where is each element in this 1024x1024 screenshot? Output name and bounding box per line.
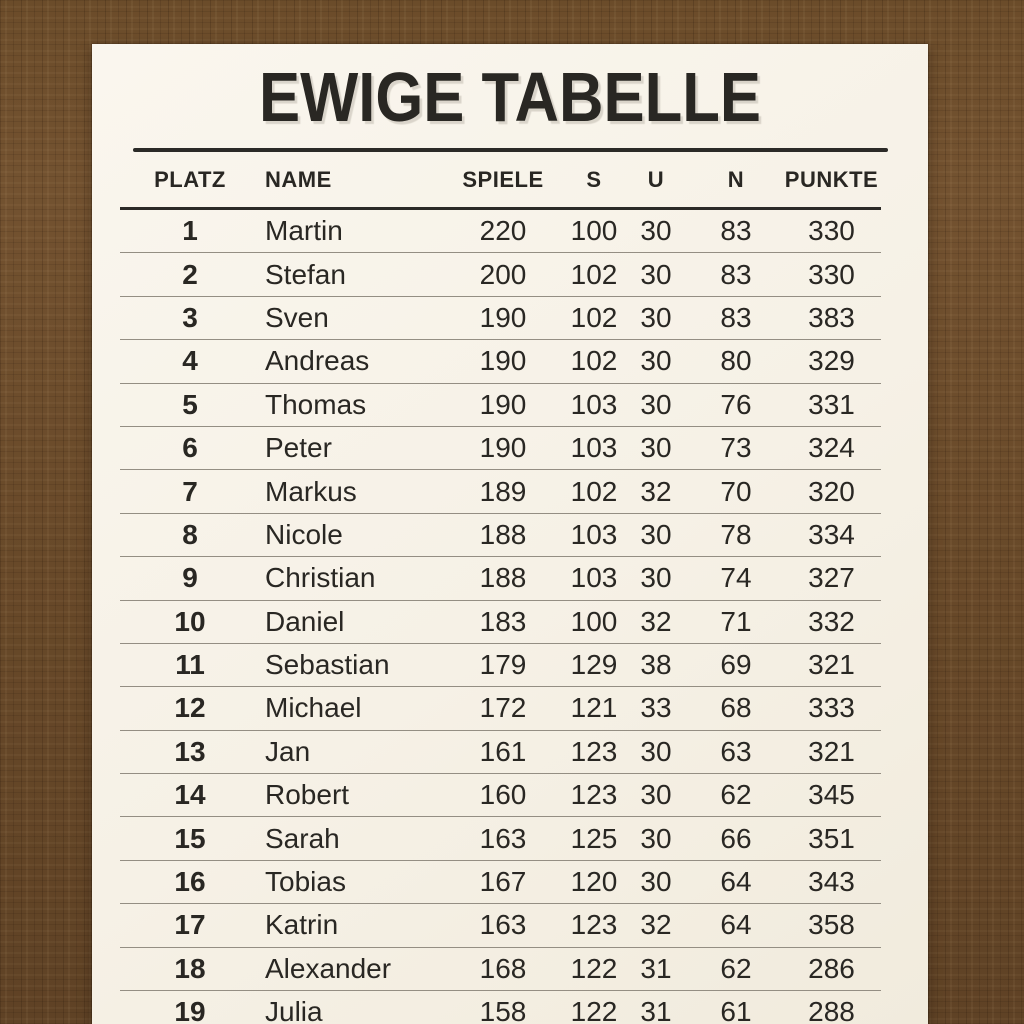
cell-name: Sven [265,301,329,333]
cell-u: 30 [640,735,672,767]
cell-punkte: 321 [808,649,855,681]
table-row [120,991,881,1024]
cell-s: 122 [570,952,618,984]
cell-punkte: 333 [808,692,855,724]
table-row [120,644,881,687]
header-n: N [727,166,745,192]
cell-platz: 9 [182,562,198,594]
cell-platz: 8 [182,518,198,550]
table-row [120,384,881,427]
table-row [120,861,881,904]
cell-punkte: 320 [808,475,855,507]
cell-u: 30 [640,432,672,464]
cell-name: Daniel [265,605,345,637]
cell-s: 103 [570,388,618,420]
cell-u: 31 [640,952,672,984]
cell-s: 120 [570,866,618,898]
cell-punkte: 383 [808,301,855,333]
cell-punkte: 321 [808,735,855,767]
cell-punkte: 324 [808,432,855,464]
cell-u: 30 [640,562,672,594]
cell-platz: 15 [174,822,206,854]
cell-s: 102 [570,345,618,377]
header-u: U [647,166,665,192]
cell-s: 129 [570,649,618,681]
cell-s: 103 [570,518,618,550]
cell-spiele: 163 [479,909,527,941]
cell-u: 30 [640,822,672,854]
cell-spiele: 190 [479,301,527,333]
cell-spiele: 163 [479,822,527,854]
table-row [120,470,881,513]
cell-platz: 1 [182,215,198,247]
table-body [120,210,881,1024]
header-name: NAME [265,166,332,192]
cell-name: Nicole [265,518,343,550]
standings-table [120,152,881,1024]
cell-n: 80 [720,345,752,377]
cell-n: 64 [720,866,752,898]
table-row [120,427,881,470]
cell-platz: 7 [182,475,198,507]
cell-platz: 19 [174,996,206,1024]
cell-n: 62 [720,779,752,811]
table-row [120,210,881,253]
cell-s: 125 [570,822,618,854]
cell-punkte: 286 [808,952,855,984]
cell-n: 70 [720,475,752,507]
cell-platz: 3 [182,301,198,333]
cell-spiele: 183 [479,605,527,637]
cell-name: Alexander [265,952,392,984]
cell-platz: 2 [182,258,198,290]
cell-s: 103 [570,432,618,464]
cell-spiele: 161 [479,735,527,767]
cell-name: Michael [265,692,362,724]
header-punkte: PUNKTE [784,166,879,192]
cell-spiele: 200 [479,258,527,290]
table-row [120,948,881,991]
cell-punkte: 334 [808,518,855,550]
cell-n: 64 [720,909,752,941]
header-s: S [586,166,602,192]
cell-spiele: 179 [479,649,527,681]
cell-n: 61 [720,996,752,1024]
table-row [120,687,881,730]
cell-n: 62 [720,952,752,984]
cell-name: Andreas [265,345,370,377]
cell-punkte: 288 [808,996,855,1024]
cell-name: Sebastian [265,649,390,681]
cell-spiele: 189 [479,475,527,507]
cell-punkte: 331 [808,388,855,420]
cell-spiele: 190 [479,432,527,464]
table-row [120,514,881,557]
cell-punkte: 358 [808,909,855,941]
cell-u: 33 [640,692,672,724]
table-row [120,557,881,600]
cell-name: Robert [265,779,350,811]
cell-s: 123 [570,779,618,811]
cell-name: Markus [265,475,357,507]
cell-name: Katrin [265,909,339,941]
cell-platz: 16 [174,866,206,898]
header-spiele: SPIELE [462,166,544,192]
cell-name: Martin [265,215,343,247]
cell-s: 102 [570,301,618,333]
cell-u: 38 [640,649,672,681]
cell-n: 83 [720,215,752,247]
cell-spiele: 160 [479,779,527,811]
cell-spiele: 188 [479,518,527,550]
cell-platz: 11 [175,649,205,681]
table-row [120,774,881,817]
table-row [120,731,881,774]
cell-platz: 12 [174,692,206,724]
table-row [120,904,881,947]
cell-u: 31 [640,996,672,1024]
cell-platz: 14 [174,779,206,811]
cell-s: 100 [570,605,618,637]
cell-punkte: 330 [808,258,855,290]
cell-name: Sarah [265,822,340,854]
cell-spiele: 167 [479,866,527,898]
table-row [120,253,881,296]
cell-name: Peter [265,432,332,464]
cell-u: 30 [640,779,672,811]
cell-name: Julia [265,996,323,1024]
cell-punkte: 345 [808,779,855,811]
cell-n: 83 [720,258,752,290]
cell-platz: 6 [182,432,198,464]
cell-u: 30 [640,215,672,247]
cell-s: 102 [570,475,618,507]
cell-platz: 18 [174,952,206,984]
cell-n: 71 [720,605,752,637]
table-header-row [120,152,881,210]
cell-spiele: 172 [479,692,527,724]
cell-spiele: 188 [479,562,527,594]
table-row [120,601,881,644]
cell-s: 103 [570,562,618,594]
cell-spiele: 190 [479,388,527,420]
cell-punkte: 327 [808,562,855,594]
cell-platz: 13 [174,735,206,767]
cell-s: 100 [570,215,618,247]
cell-punkte: 332 [808,605,855,637]
cell-u: 30 [640,258,672,290]
cell-name: Stefan [265,258,346,290]
cell-name: Thomas [265,388,367,420]
cell-punkte: 351 [808,822,855,854]
cell-n: 63 [720,735,752,767]
cell-platz: 4 [182,345,198,377]
cell-punkte: 343 [808,866,855,898]
cell-name: Christian [265,562,376,594]
cell-u: 32 [640,605,672,637]
cell-n: 69 [720,649,752,681]
cell-s: 102 [570,258,618,290]
cell-u: 30 [640,866,672,898]
cell-s: 123 [570,909,618,941]
cell-s: 123 [570,735,618,767]
cell-spiele: 168 [479,952,527,984]
cell-name: Jan [265,735,311,767]
cell-s: 121 [570,692,618,724]
cell-n: 74 [720,562,752,594]
cell-platz: 10 [174,605,206,637]
cell-s: 122 [570,996,618,1024]
cell-u: 32 [640,475,672,507]
cell-punkte: 330 [808,215,855,247]
cell-platz: 5 [182,388,198,420]
cell-n: 73 [720,432,752,464]
cell-u: 30 [640,388,672,420]
cell-name: Tobias [265,866,346,898]
cell-punkte: 329 [808,345,855,377]
header-platz: PLATZ [154,166,226,192]
cell-spiele: 158 [479,996,527,1024]
cell-u: 30 [640,518,672,550]
cell-u: 30 [640,345,672,377]
paper-sheet [92,44,928,1024]
cell-spiele: 220 [479,215,527,247]
table-row [120,817,881,860]
cell-n: 83 [720,301,752,333]
table-row [120,297,881,340]
cell-n: 68 [720,692,752,724]
table-row [120,340,881,383]
cell-n: 78 [720,518,752,550]
cell-u: 30 [640,301,672,333]
cell-n: 66 [720,822,752,854]
cell-n: 76 [720,388,752,420]
cell-spiele: 190 [479,345,527,377]
cell-platz: 17 [174,909,206,941]
cell-u: 32 [640,909,672,941]
page-title: EWIGE TABELLE [259,58,761,136]
